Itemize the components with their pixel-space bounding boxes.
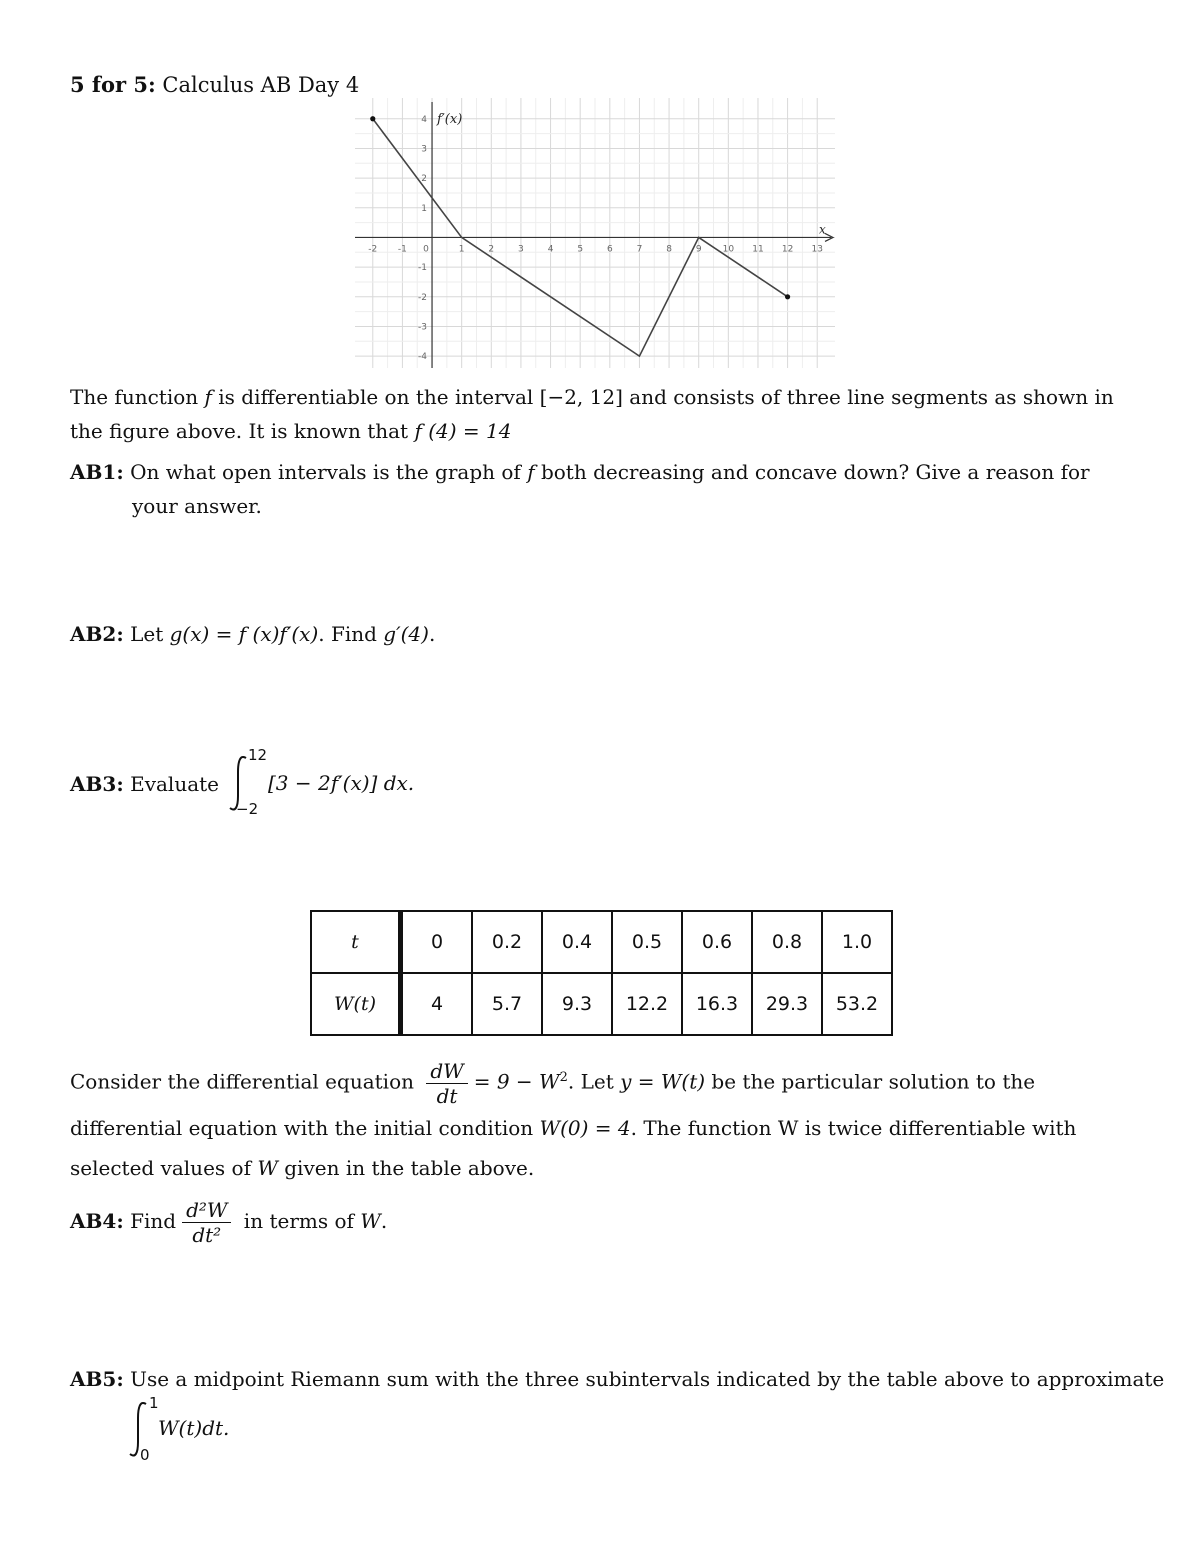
page-title: 5 for 5: Calculus AB Day 4 (70, 72, 360, 97)
y-tick-label: 3 (421, 144, 428, 155)
x-tick-label: 2 (488, 244, 495, 255)
table-cell: 0.6 (682, 911, 752, 973)
x-tick-label: -2 (368, 244, 378, 255)
dw-dt-fraction: $\frac{dW}{dt}$ (426, 1059, 467, 1108)
table-row-t (311, 911, 892, 973)
table-cell: 0.4 (542, 911, 612, 973)
endpoint-dot (785, 294, 790, 299)
table-cell: 9.3 (542, 973, 612, 1035)
endpoint-dot (370, 116, 375, 121)
integrand-ab3: [3 − 2f′(x)] dx. (268, 771, 415, 795)
y-tick-label: -2 (418, 292, 428, 303)
x-tick-label: 10 (722, 244, 735, 255)
integral-lower-limit: 0 (140, 1446, 150, 1464)
x-tick-label: 3 (518, 244, 524, 255)
table-header-w: W(t) (311, 973, 401, 1035)
table-cell: 29.3 (752, 973, 822, 1035)
y-tick-label: -3 (418, 322, 428, 333)
x-tick-label: 12 (781, 244, 794, 255)
table-cell: 5.7 (472, 973, 542, 1035)
graph-y-axis-label: f′(x) (437, 111, 463, 127)
y-tick-label: 2 (421, 174, 428, 185)
integrand-ab5: W(t)dt. (158, 1416, 230, 1440)
x-tick-label: 8 (666, 244, 672, 255)
question-ab5: AB5: Use a midpoint Riemann sum with the three subintervals indicated by the table above to approximate (70, 1367, 1165, 1391)
x-tick-label: 9 (695, 244, 702, 255)
integral-upper-limit: 12 (248, 746, 268, 764)
integral-lower-limit: −2 (236, 800, 259, 818)
derivative-graph (355, 98, 835, 368)
table-cell: 16.3 (682, 973, 752, 1035)
table-cell: 53.2 (822, 973, 892, 1035)
y-tick-label: 1 (421, 203, 428, 214)
question-ab1: AB1: On what open intervals is the graph of f both decreasing and concave down? Give a reason for your answer. (70, 460, 1090, 518)
table-cell: 4 (401, 973, 473, 1035)
y-tick-label: 4 (421, 114, 428, 125)
x-tick-label: 1 (458, 244, 465, 255)
x-tick-label: 4 (547, 244, 554, 255)
y-tick-label: -4 (418, 352, 428, 363)
graph-tick-labels (368, 115, 823, 362)
table-row-w (311, 973, 892, 1035)
table-header-t: t (311, 911, 401, 973)
table-cell: 1.0 (822, 911, 892, 973)
table-cell: 12.2 (612, 973, 682, 1035)
x-tick-label: 7 (636, 244, 643, 255)
intro-paragraph: The function f is differentiable on the interval [−2, 12] and consists of three line segments as shown in the figure above. It is known that f (4) = 14 (70, 385, 1114, 443)
y-tick-label: -1 (418, 263, 428, 274)
second-derivative-fraction: $\frac{\text{d²W}}{\text{dt²}}$ (182, 1198, 231, 1247)
question-ab3-label: AB3: Evaluate (70, 772, 219, 796)
table-cell: 0.5 (612, 911, 682, 973)
table-cell: 0 (401, 911, 473, 973)
integral-upper-limit: 1 (149, 1394, 159, 1412)
table-cell: 0.2 (472, 911, 542, 973)
x-tick-label: 13 (811, 244, 823, 255)
x-tick-label: -1 (397, 244, 407, 255)
differential-equation-paragraph: Consider the differential equation $\frac{dW}{dt}$ = $9 - W^2$. Let y = W(t) be the particular solution to the differential equation with the initial condition W(0) = 4. The function W is twice differentiable with selected values of W given in the table above. (70, 1058, 1077, 1180)
table-cell: 0.8 (752, 911, 822, 973)
x-tick-label: 11 (752, 244, 764, 255)
question-ab4: AB4: Find $\frac{\text{d²W}}{\text{dt²}}$ in terms of W. (70, 1198, 388, 1247)
x-tick-label: 5 (577, 244, 584, 255)
values-table (310, 910, 893, 1036)
graph-x-axis-label: x (819, 222, 826, 237)
x-tick-label: 0 (423, 244, 429, 255)
question-ab2: AB2: Let g(x) = f (x)f′(x). Find g′(4). (70, 622, 436, 646)
x-tick-label: 6 (606, 244, 613, 255)
